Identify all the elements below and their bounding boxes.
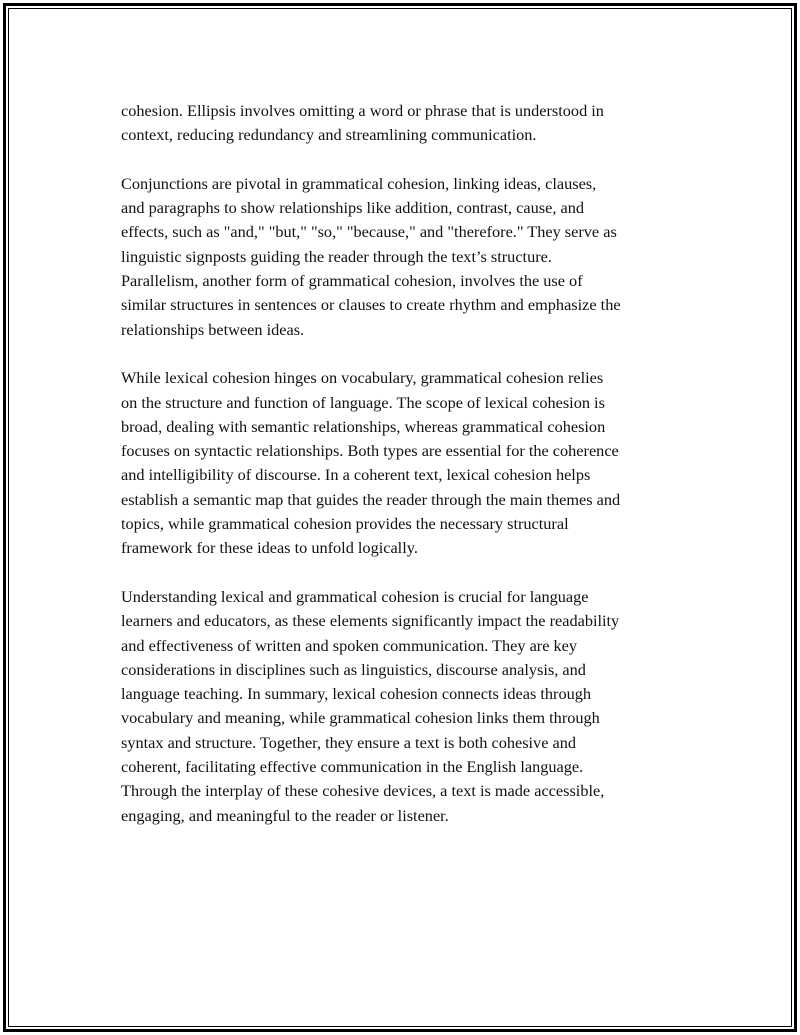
paragraph-2 [121,172,691,342]
text-line: linguistic signposts guiding the reader through the text’s structure. [121,246,552,266]
page-border [3,3,797,1032]
text-line: cohesion. Ellipsis involves omitting a word or phrase that is understood in [121,101,604,120]
text-line: Understanding lexical and grammatical cohesion is crucial for language [121,586,589,606]
text-line: engaging, and meaningful to the reader or listener. [121,805,449,825]
text-line: focuses on syntactic relationships. Both types are essential for the coherence [121,441,619,461]
text-line: Parallelism, another form of grammatical cohesion, involves the use of [121,271,583,291]
text-line: similar structures in sentences or clauses to create rhythm and emphasize the [121,295,621,315]
text-line: framework for these ideas to unfold logically. [121,538,418,558]
text-line: broad, dealing with semantic relationships, whereas grammatical cohesion [121,416,606,436]
text-line: Through the interplay of these cohesive devices, a text is made accessible, [121,781,605,801]
text-line: language teaching. In summary, lexical cohesion connects ideas through [121,684,592,704]
text-line: relationships between ideas. [121,319,305,339]
text-line: considerations in disciplines such as linguistics, discourse analysis, and [121,659,586,679]
text-line: vocabulary and meaning, while grammatical cohesion links them through [121,708,600,728]
paragraph-1 [121,99,691,148]
text-line: Conjunctions are pivotal in grammatical cohesion, linking ideas, clauses, [121,173,597,193]
text-line: While lexical cohesion hinges on vocabulary, grammatical cohesion relies [121,368,604,388]
paragraph-3 [121,366,691,560]
text-line: effects, such as "and," "but," "so," "because," and "therefore." They serve as [121,222,617,242]
paragraph-4 [121,585,691,828]
document-body [121,99,691,852]
text-line: context, reducing redundancy and streamlining communication. [121,125,537,145]
text-line: topics, while grammatical cohesion provides the necessary structural [121,514,569,534]
text-line: on the structure and function of language. The scope of lexical cohesion is [121,392,605,412]
text-line: establish a semantic map that guides the reader through the main themes and [121,489,621,509]
text-line: syntax and structure. Together, they ensure a text is both cohesive and [121,732,577,752]
text-line: and intelligibility of discourse. In a coherent text, lexical cohesion helps [121,465,591,485]
text-line: coherent, facilitating effective communication in the English language. [121,757,584,777]
text-line: and effectiveness of written and spoken communication. They are key [121,635,578,655]
text-line: learners and educators, as these elements significantly impact the readability [121,611,620,631]
text-line: and paragraphs to show relationships like addition, contrast, cause, and [121,198,584,218]
